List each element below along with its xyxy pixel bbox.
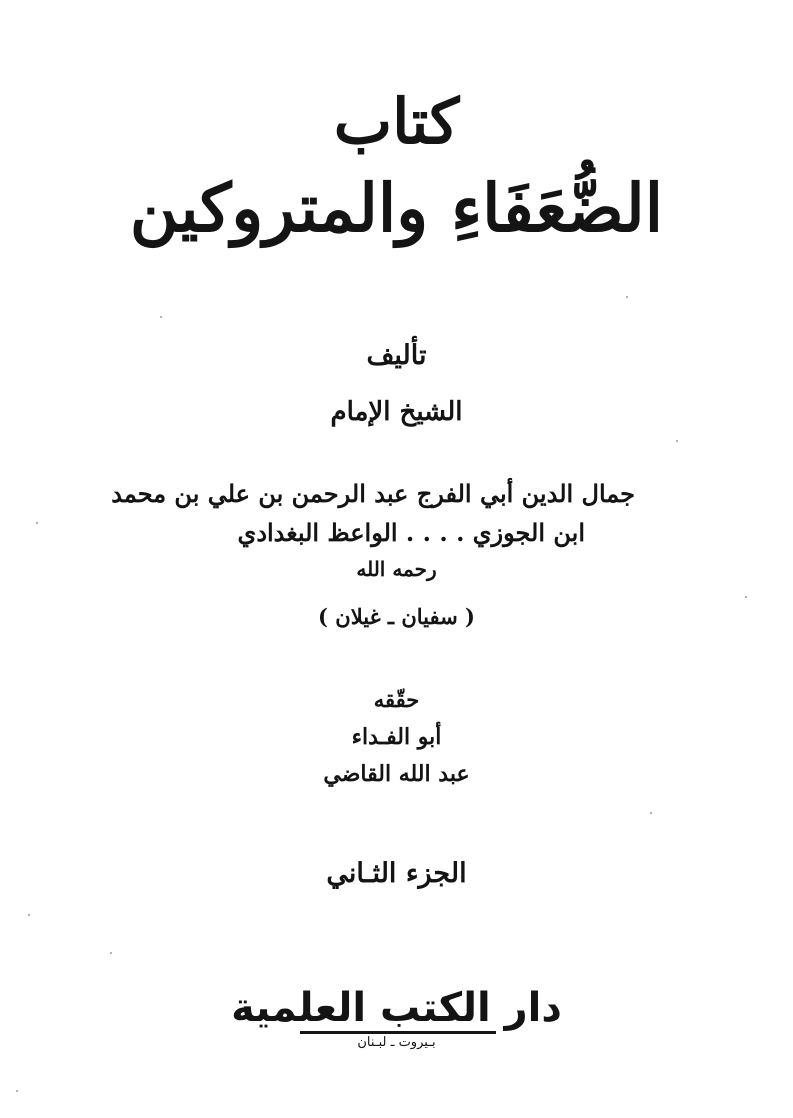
scan-speck [626, 296, 628, 298]
author-name-line-2: ابن الجوزي . . . . الواعظ البغدادي [237, 518, 585, 547]
book-title-line-1: كتاب [333, 85, 460, 158]
volume-label: الجزء الثـاني [326, 858, 467, 889]
editor-line-1: أبو الفـداء [351, 724, 442, 750]
author-rank: الشيخ الإمام [330, 397, 463, 427]
scan-speck [650, 812, 652, 814]
book-title-line-2: الضُّعَفَاءِ والمتروكين [129, 169, 664, 247]
edited-by-label: حقّقه [373, 687, 420, 712]
publisher-city: بـيروت ـ لبـنان [357, 1035, 436, 1050]
scan-speck [160, 316, 162, 318]
scan-speck [745, 596, 747, 598]
authorship-label: تأليف [366, 340, 427, 371]
scan-speck [28, 914, 30, 916]
scan-speck [16, 1090, 18, 1092]
volume-range: ( سفيان ـ غيلان ) [318, 604, 475, 629]
scan-speck [36, 522, 38, 524]
scan-speck [110, 952, 112, 954]
author-name-line-3: رحمه الله [356, 557, 437, 581]
author-name-line-1: جمال الدين أبي الفرج عبد الرحمن بن علي بن محمد [111, 479, 635, 508]
editor-line-2: عبد الله القاضي [323, 761, 470, 787]
scan-speck [676, 440, 678, 442]
publisher-logo: دار الكتب العلمية [231, 985, 562, 1031]
